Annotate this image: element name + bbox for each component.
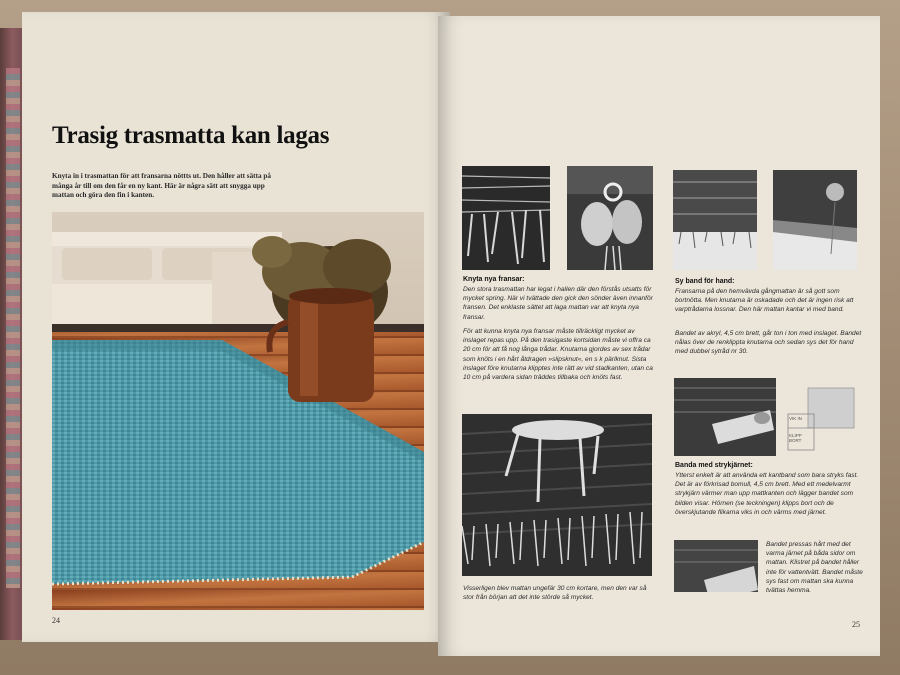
- photo-worn-fringe: [673, 170, 757, 270]
- page-number-left: 24: [52, 616, 60, 625]
- banda-paragraph-2: Bandet pressas hårt med det varma järnet på båda sidor om mattan. Klistret på bandet håller inte för vattentvätt. Bandet måste sys fast om mattan ska kunna tvättas hemma.: [766, 541, 863, 595]
- page-title: Trasig trasmatta kan lagas: [52, 122, 330, 149]
- photo-hands-knotting: [567, 166, 653, 270]
- knyta-paragraph-1: Den stora trasmattan har legat i hallen där den förstås utsatts för mycket spring. När vi tvättade den gick den sönder även innanför fransen. Det enklaste sättet att laga mattan var att knyta nya fransar.: [463, 286, 653, 321]
- knyta-paragraph-2: För att kunna knyta nya fransar måste tillräckligt mycket av inslaget repas upp. På den trasigaste kortsidan måste vi offra ca 20 cm för att få nog långa trådar. Knutarna gjordes av sex trådar som knöts i en hårt åtdragen »slipsknut«, en s k pärlknut. Sista inslaget före knutarna klipptes inte rätt av vid stadkanten, utan ca 10 cm på vardera sidan träddes tillbaka och knöts fast.: [463, 328, 653, 382]
- photo-iron-on-band: [674, 378, 776, 456]
- photo-ironing-band: [674, 540, 758, 606]
- syband-paragraph-2: Bandet av akryl, 4,5 cm brett, går ton i ton med inslaget. Bandet nålas över de renklippta knutarna och sedan sys det för hand med dubbel sytråd nr 30.: [675, 330, 862, 356]
- syband-title: Sy band för hand:: [675, 278, 735, 285]
- main-rug-photo: [52, 212, 424, 610]
- photo-band-sewn: [773, 170, 857, 270]
- photo-rug-edge-worn: [462, 166, 550, 270]
- page-number-right: 25: [852, 620, 860, 629]
- banda-paragraph-1: Ytterst enkelt är att använda ett kantband som bara stryks fast. Det är av förkrisad bomull, 4,5 cm brett. Med ett medelvarmt strykjärn värmer man upp mattkanten och lägger bandet som bilden visar. Hörnen (se teckningen) klipps bort och de överskjutande flikarna viks in och värms med järnet.: [675, 472, 859, 516]
- diagram-label-klipp-bort: KLIPP BORT: [789, 433, 802, 443]
- banda-title: Banda med strykjärnet:: [675, 462, 753, 469]
- photo-caption: Visserligen blev mattan ungefär 30 cm kortare, men den var så stor från början att det inte störde så mycket.: [463, 585, 647, 602]
- intro-text: Knyta in i trasmattan för att fransarna nöttts ut. Den håller att sätta på många år till om den får en ny kant. Här är några sätt att snygga upp mattan och göra den fin i kanten.: [52, 172, 271, 200]
- knyta-title: Knyta nya fransar:: [463, 276, 525, 283]
- diagram-label-vik-in: VIK IN: [789, 416, 803, 421]
- photo-rug-with-chair: [462, 414, 652, 576]
- syband-paragraph-1: Fransarna på den hemvävda gångmattan är så gott som bortnötta. Men knutarna är oskadade och det är ingen risk att varptrådarna lossnar. Den här mattan kantar vi med band.: [675, 288, 854, 314]
